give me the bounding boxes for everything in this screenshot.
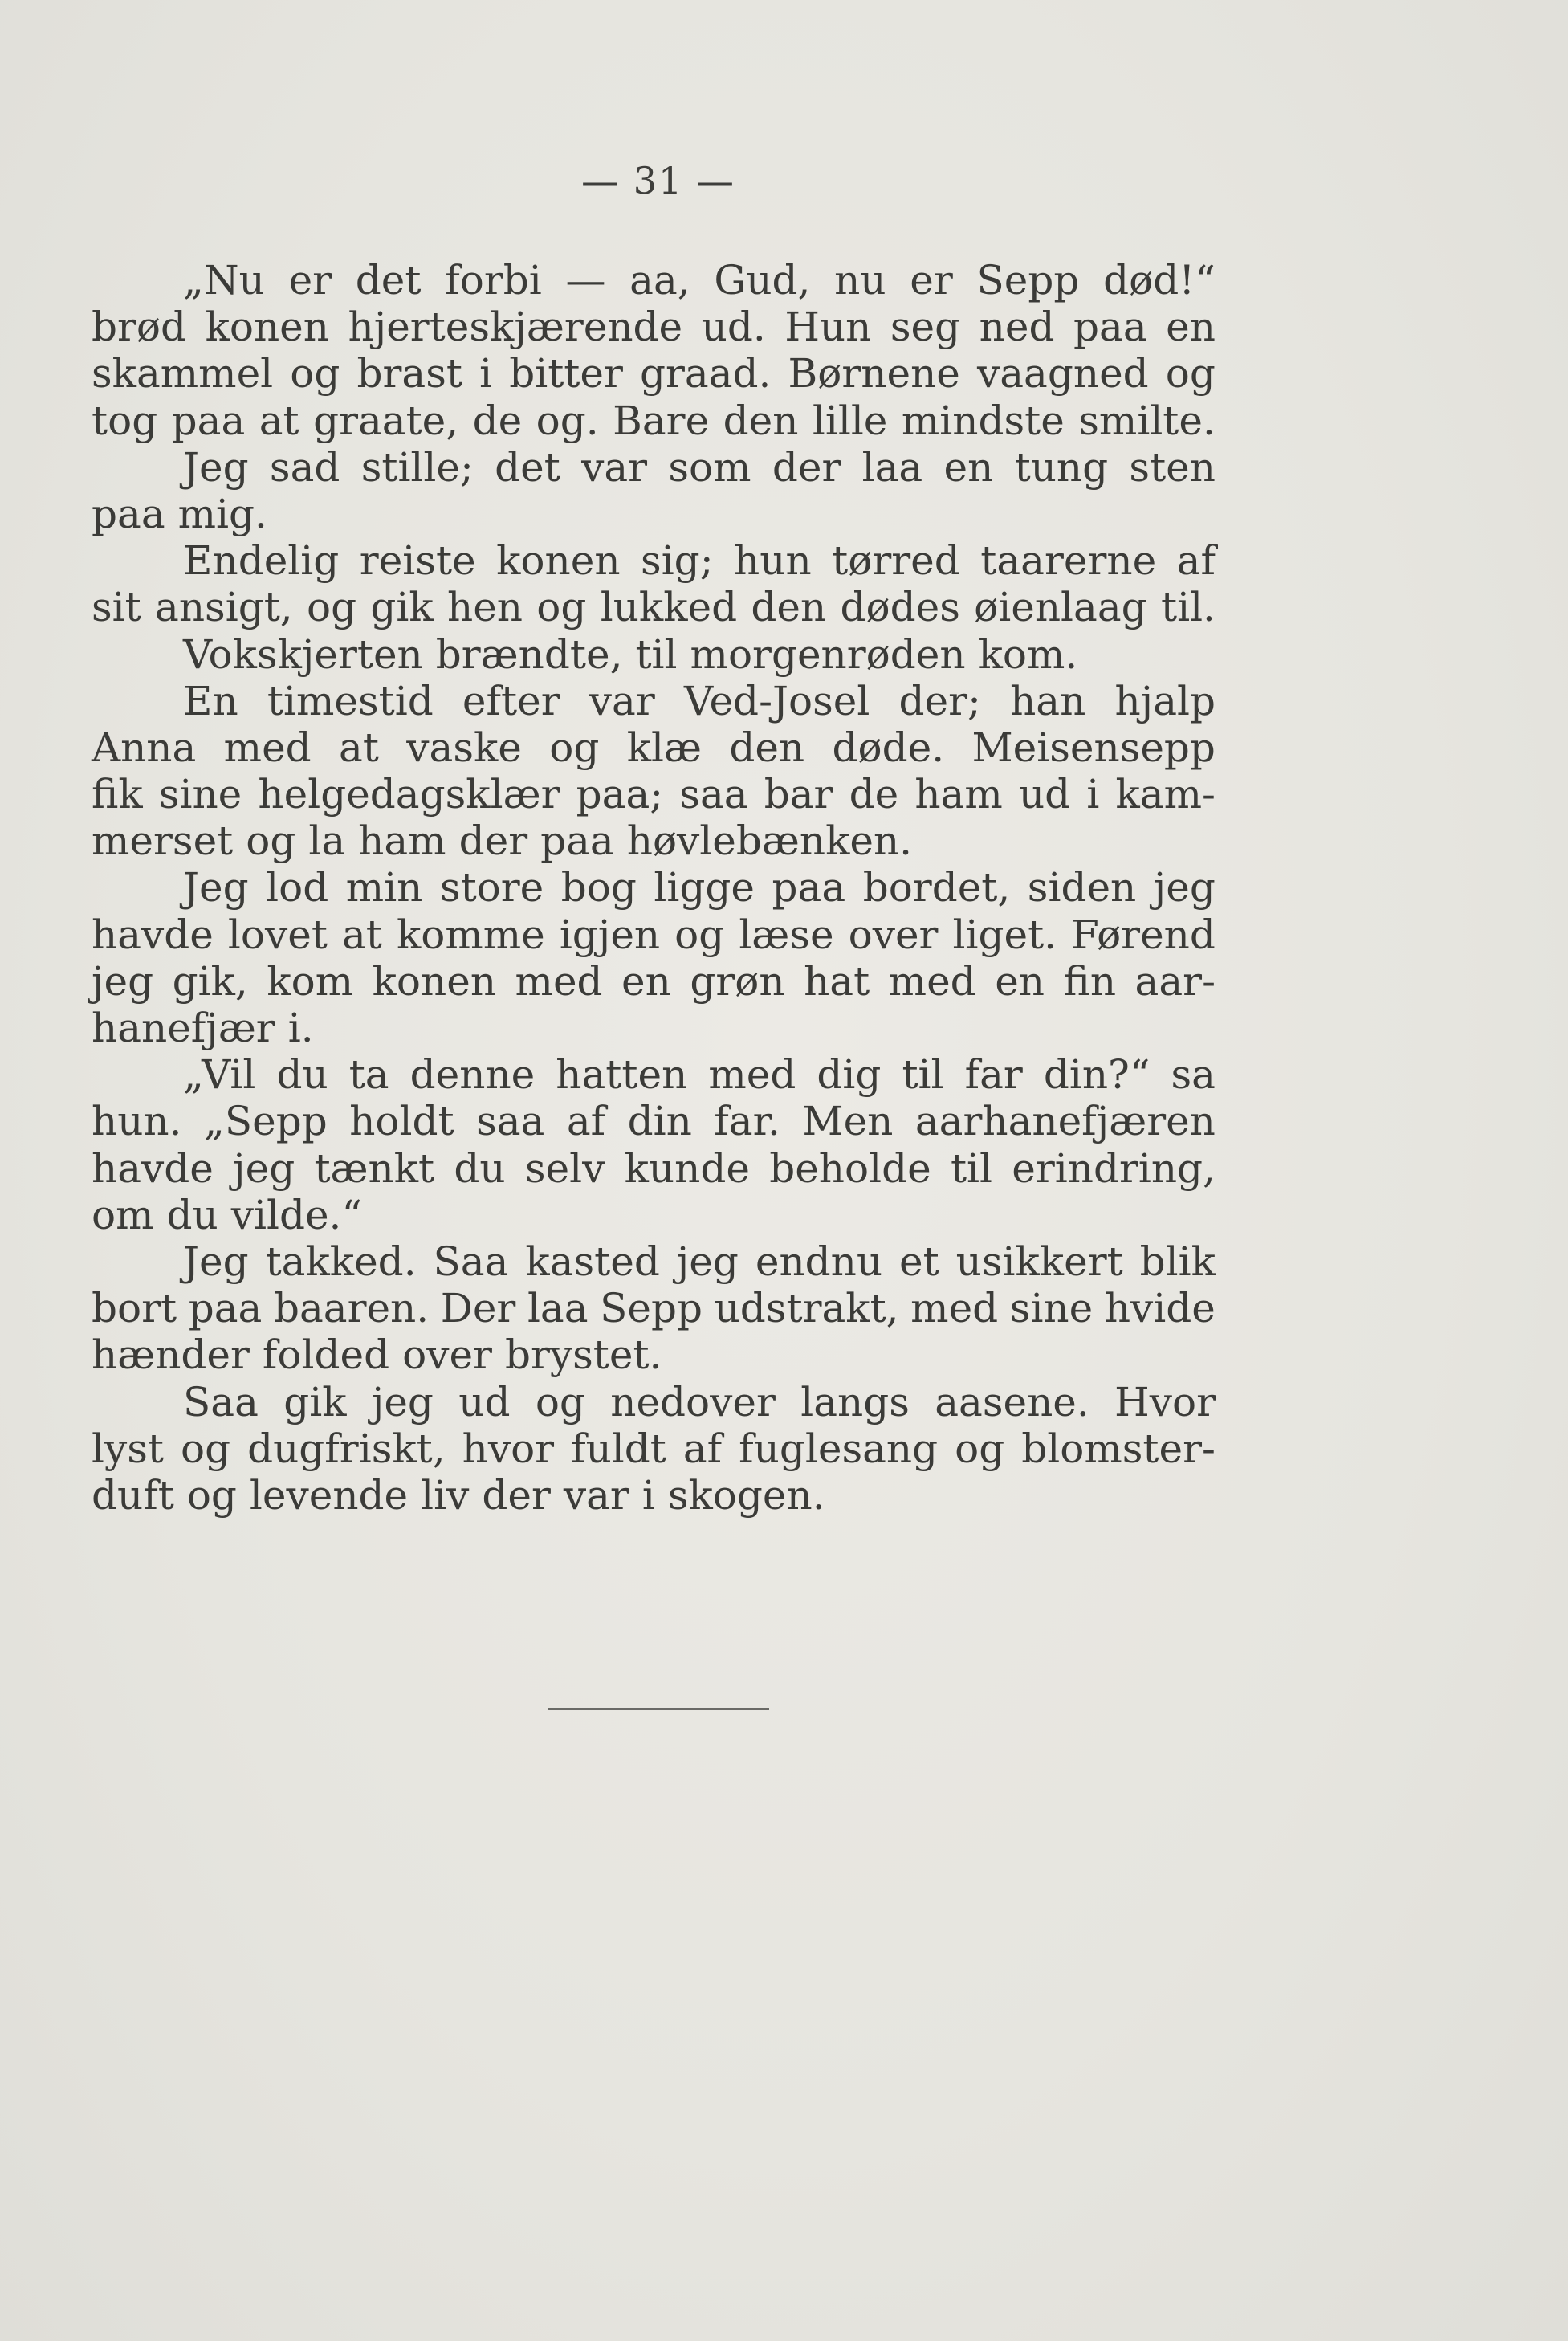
text-line: hanefjær i. bbox=[92, 1005, 314, 1051]
text-line: „Nu er det forbi — aa, Gud, nu er Sepp død!“ bbox=[183, 257, 1216, 304]
text-line: hun. „Sepp holdt saa af din far. Men aarhanefjæren bbox=[92, 1098, 1216, 1145]
text-line: havde jeg tænkt du selv kunde beholde til erindring, bbox=[92, 1144, 1216, 1192]
text-line: Jeg takked. Saa kasted jeg endnu et usikkert blik bbox=[183, 1238, 1216, 1285]
text-line: paa mig. bbox=[92, 490, 267, 537]
text-line: Vokskjerten brændte, til morgenrøden kom. bbox=[183, 630, 1078, 678]
text-line: brød konen hjerteskjærende ud. Hun seg ned paa en bbox=[92, 304, 1216, 351]
text-line: lyst og dugfriskt, hvor fuldt af fuglesang og blomster- bbox=[92, 1425, 1216, 1472]
body-text bbox=[92, 257, 1216, 1519]
text-line: fik sine helgedagsklær paa; saa bar de ham ud i kam- bbox=[92, 771, 1216, 818]
text-line: Anna med at vaske og klæ den døde. Meisensepp bbox=[92, 724, 1216, 771]
text-line: havde lovet at komme igjen og læse over liget. Førend bbox=[92, 911, 1216, 958]
text-line: duft og levende liv der var i skogen. bbox=[92, 1471, 825, 1519]
text-line: Endelig reiste konen sig; hun tørred taarerne af bbox=[183, 537, 1216, 585]
text-line: En timestid efter var Ved-Josel der; han hjalp bbox=[183, 677, 1216, 724]
text-line: Jeg lod min store bog ligge paa bordet, siden jeg bbox=[183, 864, 1216, 912]
text-line: Jeg sad stille; det var som der laa en tung sten bbox=[183, 443, 1216, 491]
text-line: Saa gik jeg ud og nedover langs aasene. Hvor bbox=[183, 1378, 1216, 1425]
text-line: „Vil du ta denne hatten med dig til far din?“ sa bbox=[183, 1051, 1216, 1099]
text-line: hænder folded over brystet. bbox=[92, 1332, 662, 1379]
text-line: tog paa at graate, de og. Bare den lille mindste smilte. bbox=[92, 397, 1216, 444]
text-line: merset og la ham der paa høvlebænken. bbox=[92, 818, 913, 865]
text-line: bort paa baaren. Der laa Sepp udstrakt, med sine hvide bbox=[92, 1285, 1216, 1332]
page-number: — 31 — bbox=[581, 159, 735, 202]
text-line: skammel og brast i bitter graad. Børnene vaagned og bbox=[92, 350, 1216, 398]
text-line: om du vilde.“ bbox=[92, 1191, 363, 1238]
end-rule bbox=[548, 1708, 769, 1710]
text-line: jeg gik, kom konen med en grøn hat med en fin aar- bbox=[92, 957, 1216, 1005]
text-line: sit ansigt, og gik hen og lukked den dødes øienlaag til. bbox=[92, 584, 1216, 631]
